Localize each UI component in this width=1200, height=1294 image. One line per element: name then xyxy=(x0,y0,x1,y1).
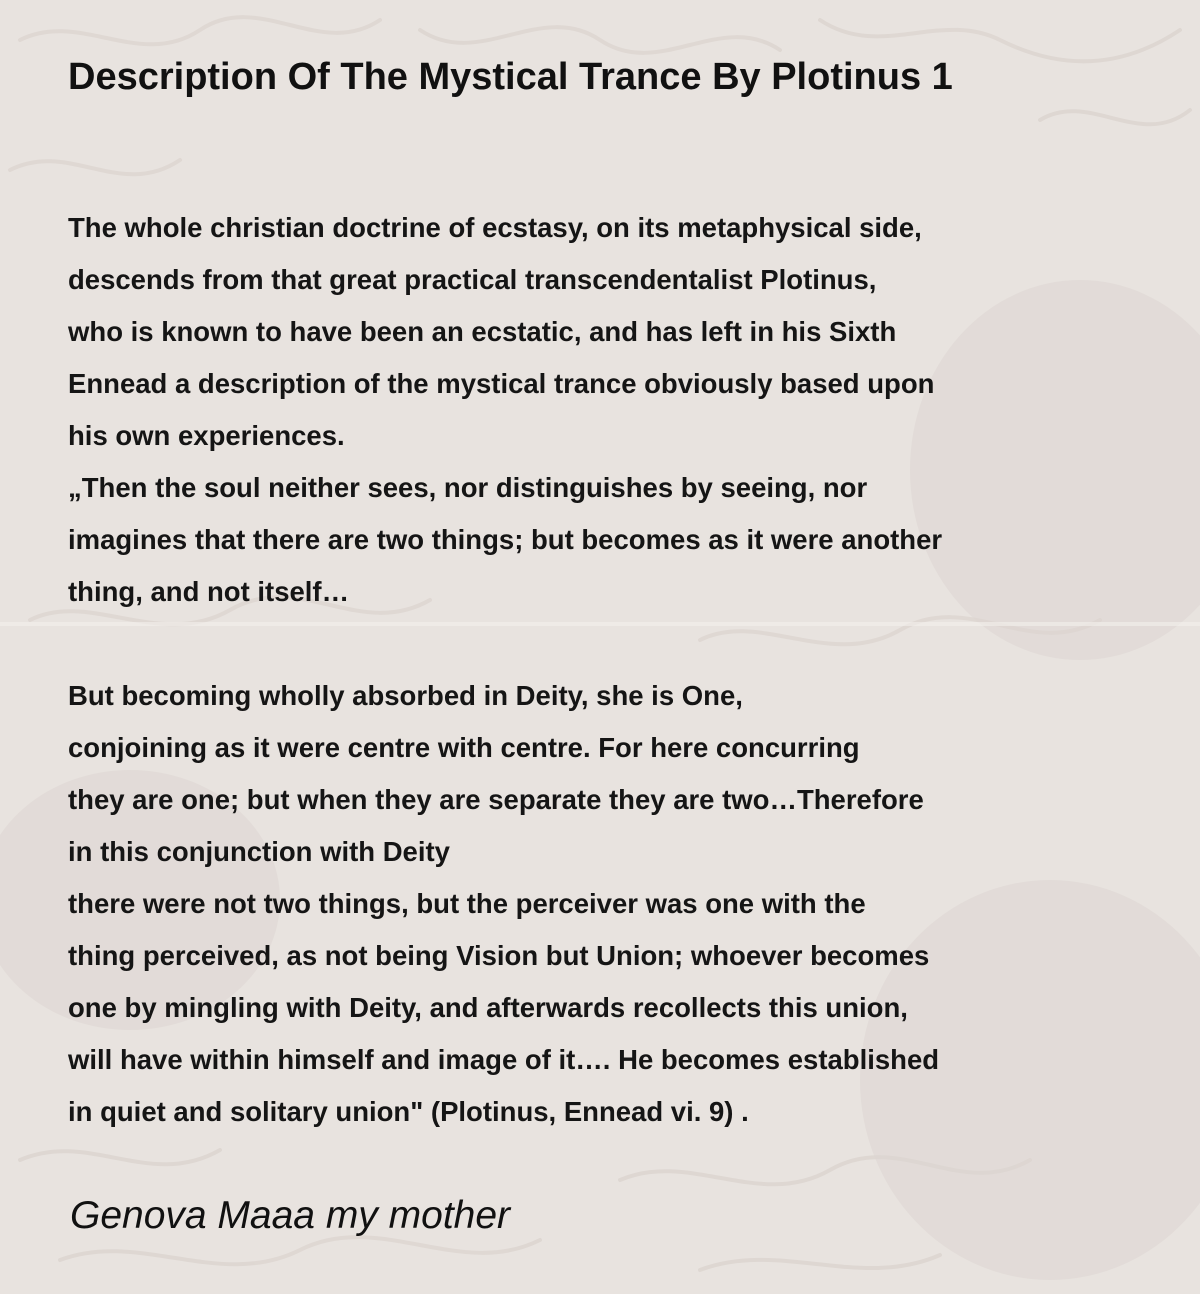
poem-line: Ennead a description of the mystical trance obviously based upon xyxy=(68,368,935,399)
poem-body xyxy=(68,202,1178,1138)
poem-line: thing, and not itself… xyxy=(68,576,350,607)
poem-author: Genova Maaa my mother xyxy=(70,1194,511,1237)
poem-title: Description Of The Mystical Trance By Plotinus 1 xyxy=(68,56,953,98)
poem-line: imagines that there are two things; but becomes as it were another xyxy=(68,524,943,555)
poem-line: But becoming wholly absorbed in Deity, she is One, xyxy=(68,680,743,711)
poem-line: descends from that great practical transcendentalist Plotinus, xyxy=(68,264,877,295)
poem-line: The whole christian doctrine of ecstasy, on its metaphysical side, xyxy=(68,212,922,243)
poem-line: „Then the soul neither sees, nor distinguishes by seeing, nor xyxy=(68,472,868,503)
poem-stanza-break xyxy=(68,618,1178,670)
poem-line: one by mingling with Deity, and afterwards recollects this union, xyxy=(68,992,908,1023)
poem-line: will have within himself and image of it…. He becomes established xyxy=(68,1044,940,1075)
poem-line: thing perceived, as not being Vision but Union; whoever becomes xyxy=(68,940,930,971)
poem-line: in this conjunction with Deity xyxy=(68,836,450,867)
poem-line: conjoining as it were centre with centre. For here concurring xyxy=(68,732,860,763)
poem-line: in quiet and solitary union" (Plotinus, Ennead vi. 9) . xyxy=(68,1096,749,1127)
poem-line: they are one; but when they are separate they are two…Therefore xyxy=(68,784,924,815)
poem-line: there were not two things, but the perceiver was one with the xyxy=(68,888,866,919)
poem-line: his own experiences. xyxy=(68,420,345,451)
poem-line: who is known to have been an ecstatic, and has left in his Sixth xyxy=(68,316,897,347)
